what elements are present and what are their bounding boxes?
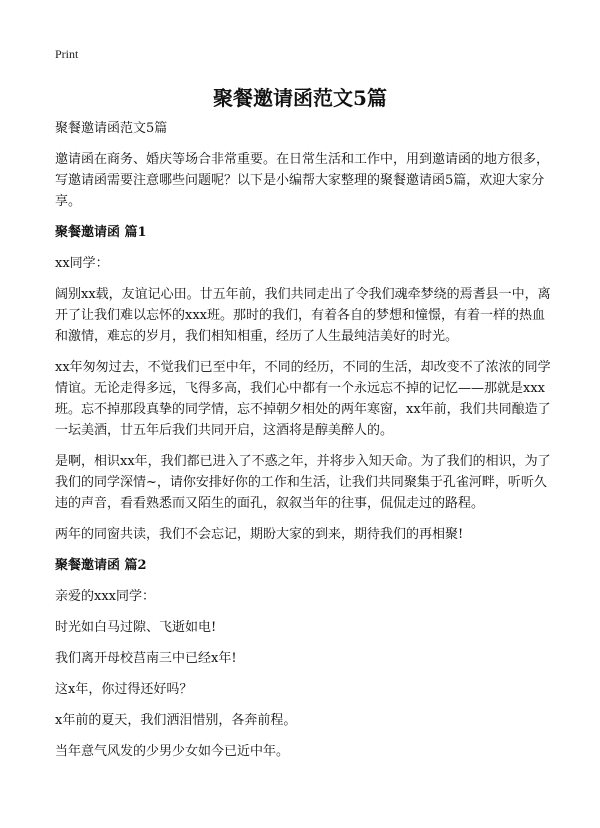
paragraph: x年前的夏天，我们洒泪惜别，各奔前程。 (55, 713, 297, 728)
salutation: xx同学： (55, 256, 109, 271)
document-body (55, 118, 555, 772)
intro-paragraph: 邀请函在商务、婚庆等场合非常重要。在日常生活和工作中，用到邀请函的地方很多，写邀请函需要注意哪些问题呢？以下是小编帮大家整理的聚餐邀请函5篇，欢迎大家分享。 (55, 152, 550, 209)
paragraph: 是啊，相识xx年，我们都已进入了不惑之年，并将步入知天命。为了我们的相识，为了我们的同学深情~，请你安排好你的工作和生活，让我们共同聚集于孔雀河畔，听听久违的声音，看看熟悉而又陌生的面孔，叙叙当年的往事，侃侃走过的路程。 (55, 454, 551, 511)
paragraph: xx年匆匆过去，不觉我们已至中年，不同的经历，不同的生活，却改变不了浓浓的同学情谊。无论走得多远，飞得多高，我们心中都有一个永远忘不掉的记忆——那就是xxx班。忘不掉那段真挚的同学情，忘不掉朝夕相处的两年寒窗，xx年前，我们共同酿造了一坛美酒，廿五年后我们共同开启，这酒将是醇美醉人的。 (55, 360, 551, 438)
print-link[interactable]: Print (55, 47, 79, 61)
paragraph: 这x年，你过得还好吗？ (55, 682, 193, 697)
section-heading-1: 聚餐邀请函 篇1 (55, 225, 147, 240)
section-heading-2: 聚餐邀请函 篇2 (55, 558, 147, 573)
paragraph: 阔别xx载，友谊记心田。廿五年前，我们共同走出了令我们魂牵梦绕的焉耆县一中，离开了让我们难以忘怀的xxx班。那时的我们，有着各自的梦想和憧憬，有着一样的热血和激情，难忘的岁月，我们相知相重，经历了人生最纯洁美好的时光。 (55, 287, 551, 344)
document-title: 聚餐邀请函范文5篇 (213, 86, 387, 110)
paragraph: 时光如白马过隙、飞逝如电! (55, 620, 217, 635)
salutation: 亲爱的xxx同学： (55, 589, 155, 604)
paragraph: 我们离开母校莒南三中已经x年! (55, 651, 237, 666)
document-subtitle: 聚餐邀请函范文5篇 (55, 121, 168, 136)
paragraph: 当年意气风发的少男少女如今已近中年。 (55, 744, 290, 759)
paragraph: 两年的同窗共读，我们不会忘记，期盼大家的到来，期待我们的再相聚! (55, 527, 464, 542)
